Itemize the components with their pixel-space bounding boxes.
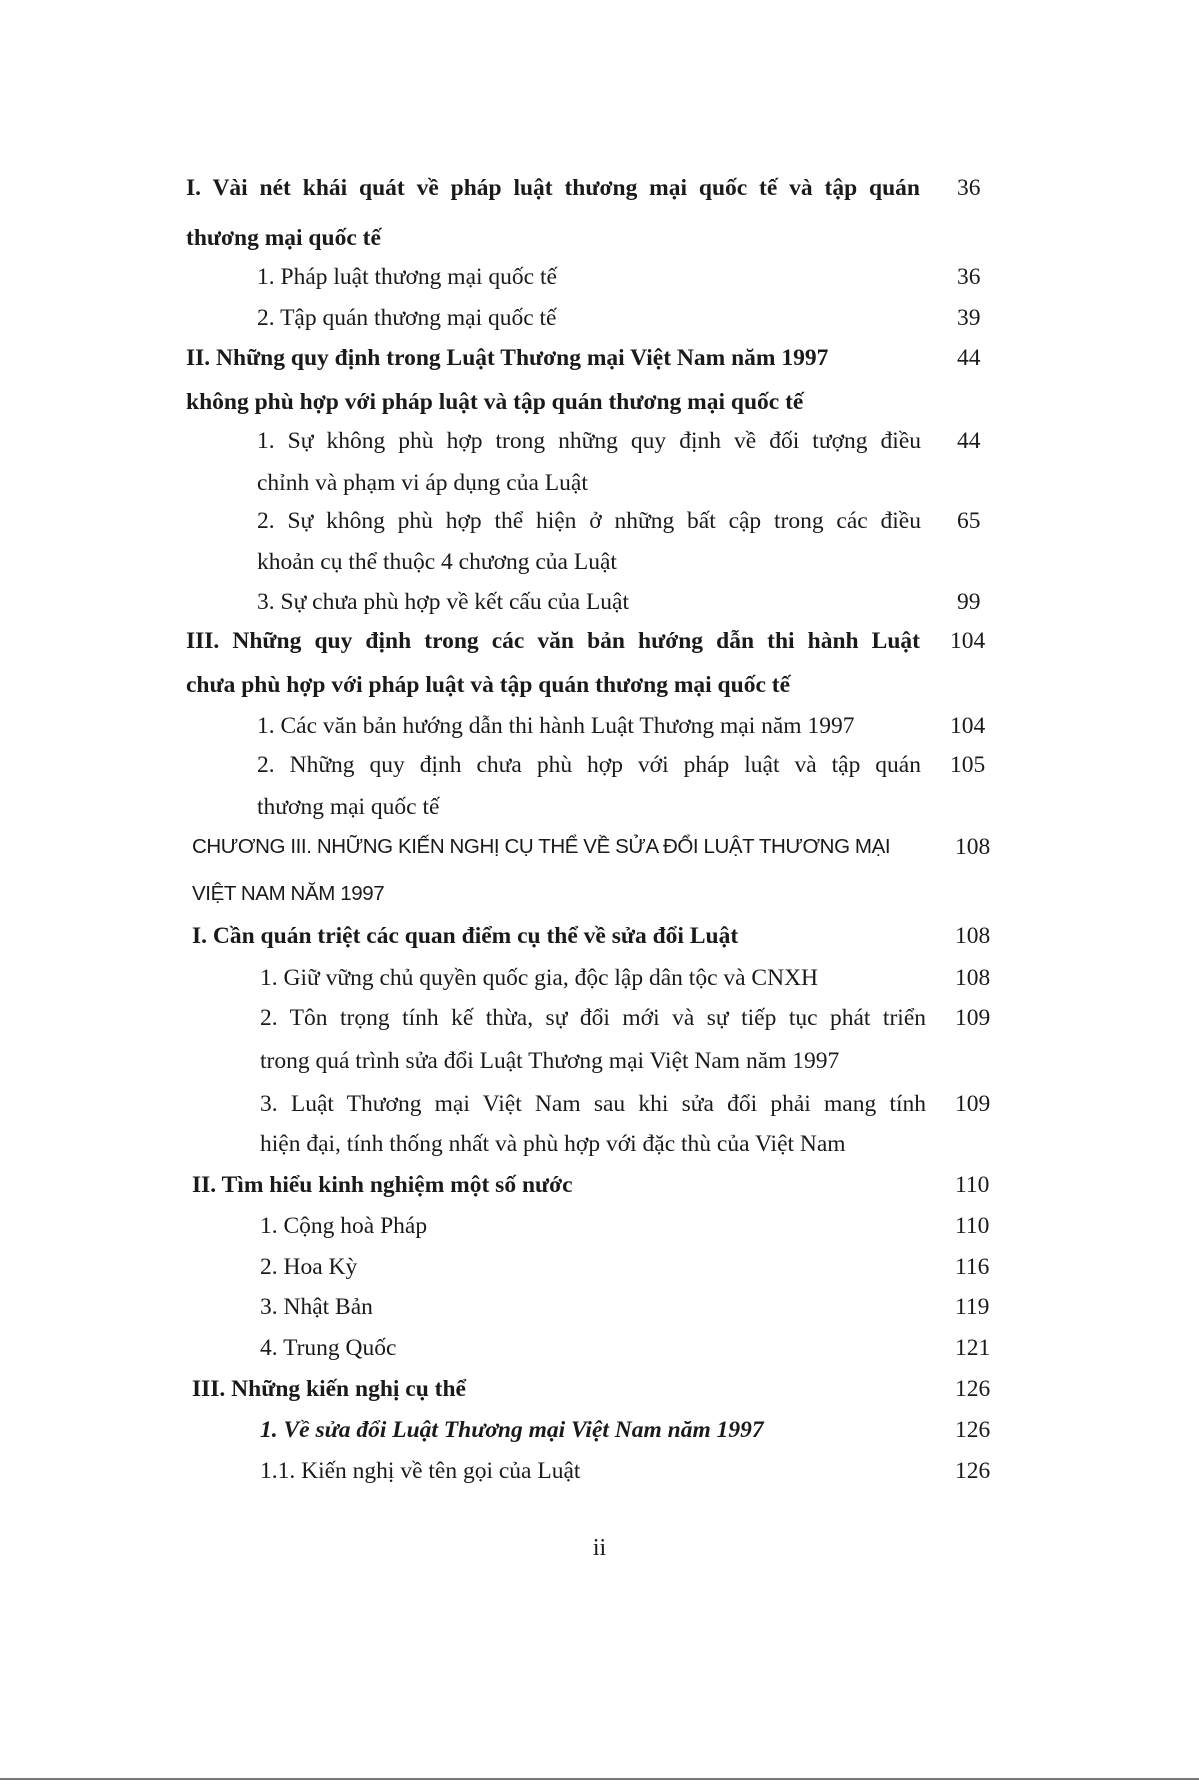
toc-entry-text: II. Tìm hiểu kinh nghiệm một số nước bbox=[192, 1172, 573, 1198]
toc-entry-text: III. Những kiến nghị cụ thể bbox=[192, 1376, 466, 1402]
toc-entry-text: 1. Về sửa đổi Luật Thương mại Việt Nam năm 1997 bbox=[260, 1417, 764, 1443]
page-number: ii bbox=[592, 1535, 607, 1561]
toc-chapter-heading: VIỆT NAM NĂM 1997 bbox=[192, 882, 385, 905]
toc-entry-text: 2. Sự không phù hợp thể hiện ở những bất cập trong các điều bbox=[257, 508, 921, 534]
toc-entry-text: 1. Pháp luật thương mại quốc tế bbox=[257, 264, 557, 290]
toc-entry-text: 2. Tập quán thương mại quốc tế bbox=[257, 305, 557, 331]
toc-entry-page: 105 bbox=[950, 752, 986, 778]
toc-entry-text: 1. Cộng hoà Pháp bbox=[260, 1213, 428, 1239]
toc-entry-page: 126 bbox=[955, 1458, 991, 1484]
toc-entry-page: 44 bbox=[957, 428, 981, 454]
toc-entry-text: 3. Nhật Bản bbox=[260, 1294, 373, 1320]
toc-entry-text: 1.1. Kiến nghị về tên gọi của Luật bbox=[260, 1458, 581, 1484]
toc-entry-page: 121 bbox=[955, 1335, 991, 1361]
toc-entry-text: 4. Trung Quốc bbox=[260, 1335, 397, 1361]
toc-entry-page: 109 bbox=[955, 1091, 991, 1117]
toc-entry-page: 108 bbox=[955, 965, 991, 991]
toc-entry-page: 104 bbox=[950, 628, 986, 654]
toc-entry-text: 1. Sự không phù hợp trong những quy định về đối tượng điều bbox=[257, 428, 921, 454]
toc-entry-page: 110 bbox=[955, 1213, 990, 1239]
toc-entry-text: 2. Tôn trọng tính kế thừa, sự đổi mới và sự tiếp tục phát triển bbox=[260, 1005, 926, 1031]
toc-entry-text: I. Vài nét khái quát về pháp luật thương mại quốc tế và tập quán bbox=[186, 175, 920, 201]
toc-chapter-heading: CHƯƠNG III. NHỮNG KIẾN NGHỊ CỤ THỂ VỀ SỬA ĐỔI LUẬT THƯƠNG MẠI bbox=[192, 835, 891, 858]
toc-entry-page: 36 bbox=[957, 175, 981, 201]
toc-entry-text: I. Cần quán triệt các quan điểm cụ thể về sửa đổi Luật bbox=[192, 923, 739, 949]
toc-entry-text: 1. Giữ vững chủ quyền quốc gia, độc lập dân tộc và CNXH bbox=[260, 965, 819, 991]
toc-entry-text: chưa phù hợp với pháp luật và tập quán thương mại quốc tế bbox=[186, 672, 791, 698]
toc-entry-page: 110 bbox=[955, 1172, 990, 1198]
toc-entry-text: chỉnh và phạm vi áp dụng của Luật bbox=[257, 470, 588, 496]
toc-entry-text: trong quá trình sửa đổi Luật Thương mại Việt Nam năm 1997 bbox=[260, 1048, 840, 1074]
toc-entry-text: thương mại quốc tế bbox=[257, 794, 440, 820]
scan-edge-divider bbox=[0, 1778, 1199, 1780]
toc-entry-page: 108 bbox=[955, 923, 991, 949]
toc-entry-text: khoản cụ thể thuộc 4 chương của Luật bbox=[257, 549, 617, 575]
toc-entry-page: 44 bbox=[957, 345, 981, 371]
toc-entry-text: không phù hợp với pháp luật và tập quán thương mại quốc tế bbox=[186, 389, 804, 415]
toc-entry-page: 108 bbox=[955, 834, 991, 860]
toc-entry-text: thương mại quốc tế bbox=[186, 225, 381, 251]
toc-entry-text: III. Những quy định trong các văn bản hướng dẫn thi hành Luật bbox=[186, 628, 920, 654]
toc-entry-page: 126 bbox=[955, 1417, 991, 1443]
toc-entry-page: 119 bbox=[955, 1294, 990, 1320]
toc-entry-page: 109 bbox=[955, 1005, 991, 1031]
toc-entry-text: II. Những quy định trong Luật Thương mại Việt Nam năm 1997 bbox=[186, 345, 829, 371]
toc-entry-page: 126 bbox=[955, 1376, 991, 1402]
toc-entry-page: 116 bbox=[955, 1254, 990, 1280]
toc-entry-text: 3. Sự chưa phù hợp về kết cấu của Luật bbox=[257, 589, 630, 615]
toc-entry-text: hiện đại, tính thống nhất và phù hợp với đặc thù của Việt Nam bbox=[260, 1131, 846, 1157]
toc-entry-page: 36 bbox=[957, 264, 981, 290]
toc-entry-text: 2. Những quy định chưa phù hợp với pháp luật và tập quán bbox=[257, 752, 921, 778]
toc-entry-text: 3. Luật Thương mại Việt Nam sau khi sửa đổi phải mang tính bbox=[260, 1091, 926, 1117]
toc-entry-page: 99 bbox=[957, 589, 981, 615]
toc-entry-text: 1. Các văn bản hướng dẫn thi hành Luật Thương mại năm 1997 bbox=[257, 713, 855, 739]
toc-entry-page: 104 bbox=[950, 713, 986, 739]
toc-entry-page: 39 bbox=[957, 305, 981, 331]
toc-entry-text: 2. Hoa Kỳ bbox=[260, 1254, 358, 1280]
toc-entry-page: 65 bbox=[957, 508, 981, 534]
